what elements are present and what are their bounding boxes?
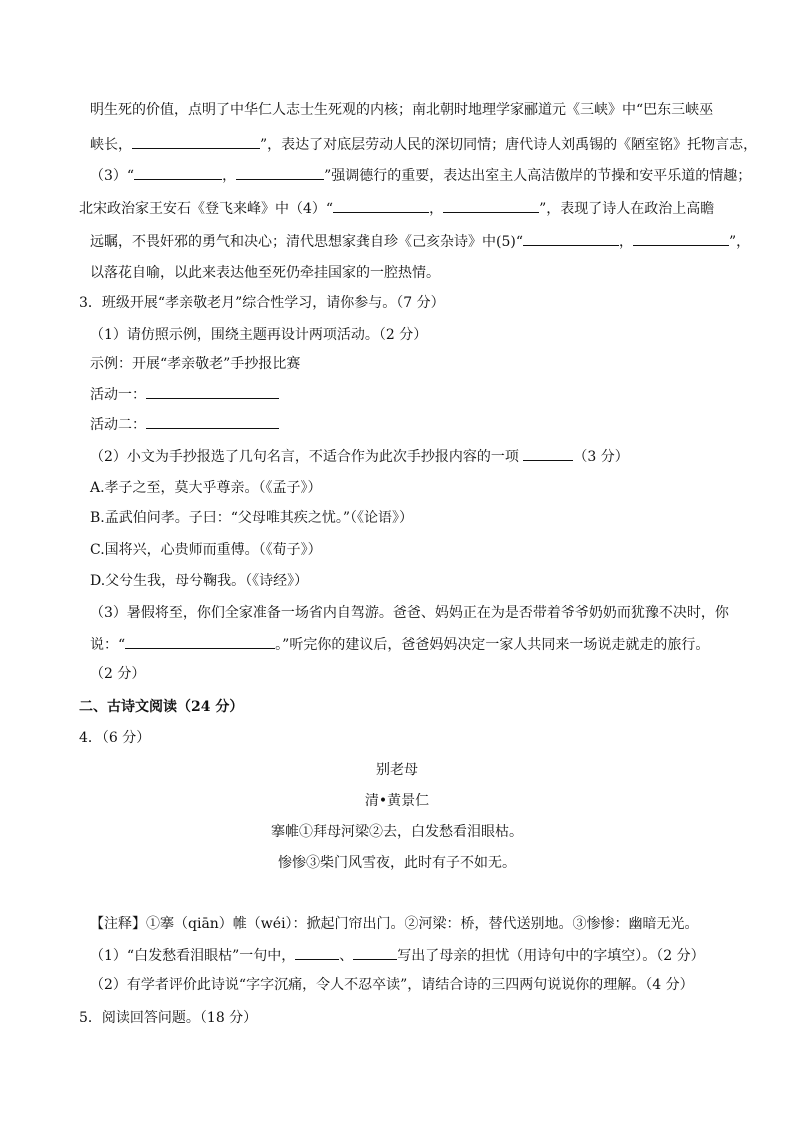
text-span: 、 [339, 948, 354, 964]
text-span: ”强调德行的重要，表达出室主人高洁傲岸的节操和安平乐道的情趣； [324, 168, 752, 184]
text-span: （1）“白发愁看泪眼枯”一句中， [90, 948, 296, 964]
question-4-sub1 [90, 945, 705, 966]
text-span: 北宋政治家王安石《登飞来峰》中（4）“ [79, 201, 334, 217]
activity-1-blank[interactable] [146, 384, 279, 399]
text-span: （2）小文为手抄报选了几句名言，不适合作为此次手抄报内容的一项 [90, 449, 524, 465]
text-span: 以落花自喻，以此来表达他至死仍牵挂国家的一腔热情。 [90, 265, 440, 281]
text-line [90, 263, 440, 283]
text-line [90, 231, 750, 252]
text-span: （3 分） [573, 449, 629, 465]
activity-2-blank[interactable] [146, 414, 279, 429]
activity-2-row [90, 414, 279, 435]
text-span: ”， [729, 234, 751, 250]
text-span: 写出了母亲的担忧（用诗句中的字填空）。（2 分） [397, 948, 705, 964]
text-span: ， [619, 234, 633, 250]
answer-blank[interactable] [295, 945, 339, 960]
text-span: （3）“ [90, 168, 135, 184]
text-span: 说：“ [90, 637, 126, 653]
question-4-sub2: （2）有学者评价此诗说“字字沉痛，令人不忍卒读”，请结合诗的三四两句说说你的理解。（4 分） [90, 977, 694, 993]
text-line [90, 165, 751, 186]
annotation-note: 【注释】①搴（qiān）帷（wéi）：掀起门帘出门。②河梁：桥，替代送别地。③惨惨：幽暗无光。 [90, 916, 699, 932]
text-line: （2 分） [90, 666, 146, 682]
text-line [79, 198, 714, 219]
answer-blank[interactable] [236, 165, 324, 180]
text-span: 远瞩，不畏奸邪的勇气和决心；清代思想家龚自珍《己亥杂诗》中(5)“ [90, 234, 523, 250]
text-line [90, 134, 757, 155]
answer-blank[interactable] [443, 198, 539, 213]
example-text: 示例：开展“孝亲敬老”手抄报比赛 [90, 356, 301, 372]
activity-1-label: 活动一： [90, 387, 146, 403]
question-3-title: 3．班级开展“孝亲敬老月”综合性学习，请你参与。（7 分） [79, 295, 445, 311]
option-b: B.孟武伯问孝。子曰：“父母唯其疾之忧。”（《论语》） [90, 510, 414, 526]
poem-line-1: 搴帷①拜母河梁②去，白发愁看泪眼枯。 [271, 824, 523, 840]
text-span: 。”听完你的建议后，爸爸妈妈决定一家人共同来一场说走就走的旅行。 [275, 637, 710, 653]
option-a: A.孝子之至，莫大乎尊亲。（《孟子》） [90, 480, 322, 496]
poem-author: 清•黄景仁 [364, 793, 430, 809]
answer-blank[interactable] [523, 446, 573, 461]
answer-blank[interactable] [134, 165, 222, 180]
answer-blank[interactable] [353, 945, 397, 960]
answer-blank[interactable] [132, 134, 260, 149]
question-4-title: 4．（6 分） [79, 730, 151, 746]
question-3-sub3: （3）暑假将至，你们全家准备一场省内自驾游。爸爸、妈妈正在为是否带着爷爷奶奶而犹豫不决时，你 [90, 605, 729, 621]
activity-1-row [90, 384, 279, 405]
answer-blank[interactable] [523, 231, 619, 246]
text-line [90, 634, 709, 655]
text-span: ”，表现了诗人在政治上高瞻 [539, 201, 715, 217]
question-3-sub2 [90, 446, 629, 467]
activity-2-label: 活动二： [90, 417, 146, 433]
section-heading: 二、古诗文阅读（24 分） [79, 699, 244, 715]
answer-blank[interactable] [125, 634, 275, 649]
question-5-title: 5．阅读回答问题。（18 分） [79, 1010, 258, 1026]
question-3-sub1: （1）请仿照示例，围绕主题再设计两项活动。（2 分） [90, 327, 428, 343]
poem-line-2: 惨惨③柴门风雪夜，此时有子不如无。 [278, 855, 516, 871]
text-span: 明生死的价值，点明了中华仁人志士生死观的内核；南北朝时地理学家郦道元《三峡》中“巴东三峡巫 [90, 102, 714, 118]
text-span: ， [222, 168, 237, 184]
answer-blank[interactable] [333, 198, 429, 213]
option-d: D.父兮生我，母兮鞠我。（《诗经》） [90, 573, 309, 589]
text-span: ， [429, 201, 444, 217]
poem-title: 别老母 [376, 762, 418, 778]
text-span: ”，表达了对底层劳动人民的深切同情；唐代诗人刘禹锡的《陋室铭》托物言志， [260, 137, 758, 153]
text-span: 峡长， [90, 137, 132, 153]
option-c: C.国将兴，心贵师而重傅。（《荀子》） [90, 542, 322, 558]
answer-blank[interactable] [633, 231, 729, 246]
text-line [90, 100, 713, 120]
